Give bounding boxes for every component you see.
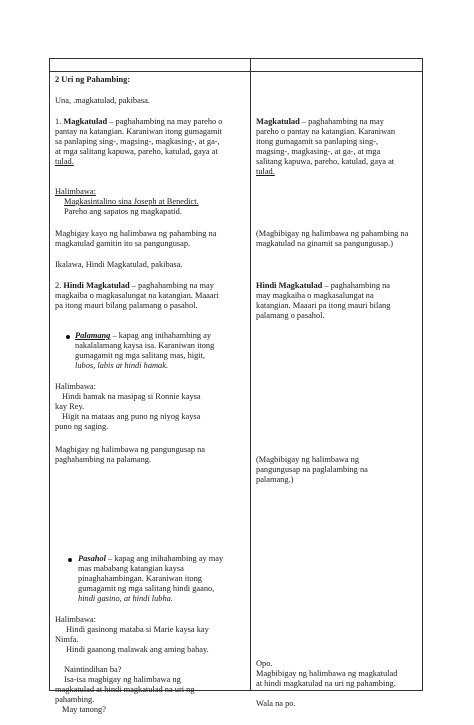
bullet-icon — [68, 558, 72, 562]
palamang-term: Palamang — [75, 331, 111, 340]
closing-line4: pahambing. — [55, 695, 95, 704]
answer5-line3: at hindi magkatulad na uri ng pahambing. — [256, 679, 396, 688]
type1-number: 1. — [55, 117, 62, 126]
type1-line3: sa panlaping sing-, magsing-, magkasing-, at ga-, — [55, 137, 220, 146]
pasahol-line2: mas mababang katangian kaysa — [78, 564, 184, 573]
example1-label: Halimbawa: — [55, 187, 96, 196]
palamang-heading — [75, 331, 211, 342]
pasahol-heading — [78, 554, 223, 565]
answer3-term: Hindi Magkatulad — [256, 281, 323, 290]
type1-line5: tulad. — [55, 157, 74, 166]
type2-line3: pa itong mauri bilang palamang o pasahol. — [55, 301, 198, 310]
header-row-divider — [50, 71, 422, 72]
type2-definition: – paghahambing na may — [131, 281, 214, 290]
answer5-line2: Magbibigay ng halimbawa ng magkatulad — [256, 669, 398, 678]
closing-line2: Isa-isa magbigay ng halimbawa ng — [64, 675, 181, 684]
pasahol-definition: – kapag ang inihahambing ay may — [108, 554, 224, 563]
example2-a-line2: kay Rey. — [55, 402, 85, 411]
answer1-definition: – paghahambing na may — [301, 117, 384, 126]
answer1-line6: tulad. — [256, 167, 275, 176]
answer1-line3: itong gumagamit sa panlaping sing-, — [256, 137, 379, 146]
type1-line2: pantay na katangian. Karaniwan itong gumagamit — [55, 127, 222, 136]
answer5-line4: Wala na po. — [256, 699, 296, 708]
example3-label: Halimbawa: — [55, 615, 96, 624]
pasahol-term: Pasahol — [78, 554, 106, 563]
second-type-intro: Ikalawa, Hindi Magkatulad, pakibasa. — [55, 260, 183, 269]
type2-number: 2. — [55, 281, 62, 290]
palamang-line3: gumagamit ng mga salitang mas, higit, — [75, 351, 206, 360]
answer1-heading — [256, 117, 384, 128]
answer2-line1: (Magbibigay ng halimbawa ng pahambing na — [256, 229, 409, 238]
example2-label: Halimbawa: — [55, 382, 96, 391]
task2-line1: Magbigay ng halimbawa ng pangungusap na — [55, 445, 206, 454]
bullet-icon — [66, 335, 70, 339]
example3-b: Hindi gaanong malawak ang aming bahay. — [66, 645, 209, 654]
type1-heading — [55, 117, 222, 128]
task1-line2: magkatulad gamitin ito sa pangungusap. — [55, 239, 191, 248]
answer5-line1: Opo. — [256, 659, 273, 668]
closing-line5: May tanong? — [62, 705, 106, 714]
answer2-line2: magkatulad na ginamit sa pangungusap.) — [256, 239, 393, 248]
answer3-definition: – paghahambing na — [324, 281, 391, 290]
example2-b-line1: Higit na mataas ang puno ng niyog kaysa — [62, 412, 201, 421]
type2-line2: magkaiba o magkasalungat na katangian. Maaari — [55, 291, 219, 300]
answer4-line3: palamang.) — [256, 475, 294, 484]
answer1-line5: salitang kapuwa, pareho, katulad, gaya at — [256, 157, 395, 166]
palamang-line2: nakalalamang kaysa isa. Karaniwan itong — [75, 341, 215, 350]
answer1-term: Magkatulad — [256, 117, 300, 126]
type1-line4: at mga salitang kapuwa, pareho, katulad, gaya at — [55, 147, 218, 156]
section-title: 2 Uri ng Pahambing: — [55, 75, 131, 84]
example1-b: Pareho ang sapatos ng magkapatid. — [64, 207, 182, 216]
palamang-definition: – kapag ang inihahambing ay — [112, 331, 212, 340]
answer4-line1: (Magbibigay ng halimbawa ng — [256, 455, 360, 464]
example2-a-line1: Hindi hamak na masipag si Ronnie kaysa — [62, 392, 201, 401]
intro-line: Una, .magkatulad, pakibasa. — [55, 96, 150, 105]
type2-term: Hindi Magkatulad — [63, 281, 130, 290]
example1-a: Magkasintalino sina Joseph at Benedict. — [64, 197, 199, 206]
column-divider — [250, 59, 251, 690]
task2-line2: paghahambing na palamang. — [55, 455, 152, 464]
answer1-line2: pareho o pantay na katangian. Karaniwan — [256, 127, 396, 136]
example3-a-line2: Nimfa. — [55, 635, 79, 644]
example2-b-line2: puno ng saging. — [55, 422, 109, 431]
type1-term: Magkatulad — [63, 117, 108, 126]
answer3-line2: may magkaiba o magkasalungat na — [256, 291, 374, 300]
answer4-line2: pangungusap na paglalambing na — [256, 465, 368, 474]
type2-heading — [55, 281, 214, 292]
palamang-line4: lubos, labis at hindi hamak. — [75, 361, 169, 370]
type1-definition: – paghahambing na may pareho o — [109, 117, 223, 126]
closing-line3: magkatulad at hindi magkatulad na uri ng — [55, 685, 195, 694]
answer3-heading — [256, 281, 390, 292]
pasahol-line4: gumagamit ng mga salitang hindi gaano, — [78, 584, 215, 593]
pasahol-line5: hindi gasino, at hindi lubha. — [78, 594, 173, 603]
closing-line1: Naintindihan ba? — [64, 665, 122, 674]
answer3-line4: palamang o pasahol. — [256, 311, 325, 320]
answer1-line4: magsing-, magkasing-, at ga-, at mga — [256, 147, 381, 156]
pasahol-line3: pinaghahambingan. Karaniwan itong — [78, 574, 202, 583]
example3-a-line1: Hindi gasinong mataba si Marie kaysa kay — [66, 625, 209, 634]
task1-line1: Magbigay kayo ng halimbawa ng pahambing na — [55, 229, 217, 238]
lesson-table — [49, 58, 423, 714]
answer3-line3: katangian. Maaari pa itong mauri bilang — [256, 301, 391, 310]
